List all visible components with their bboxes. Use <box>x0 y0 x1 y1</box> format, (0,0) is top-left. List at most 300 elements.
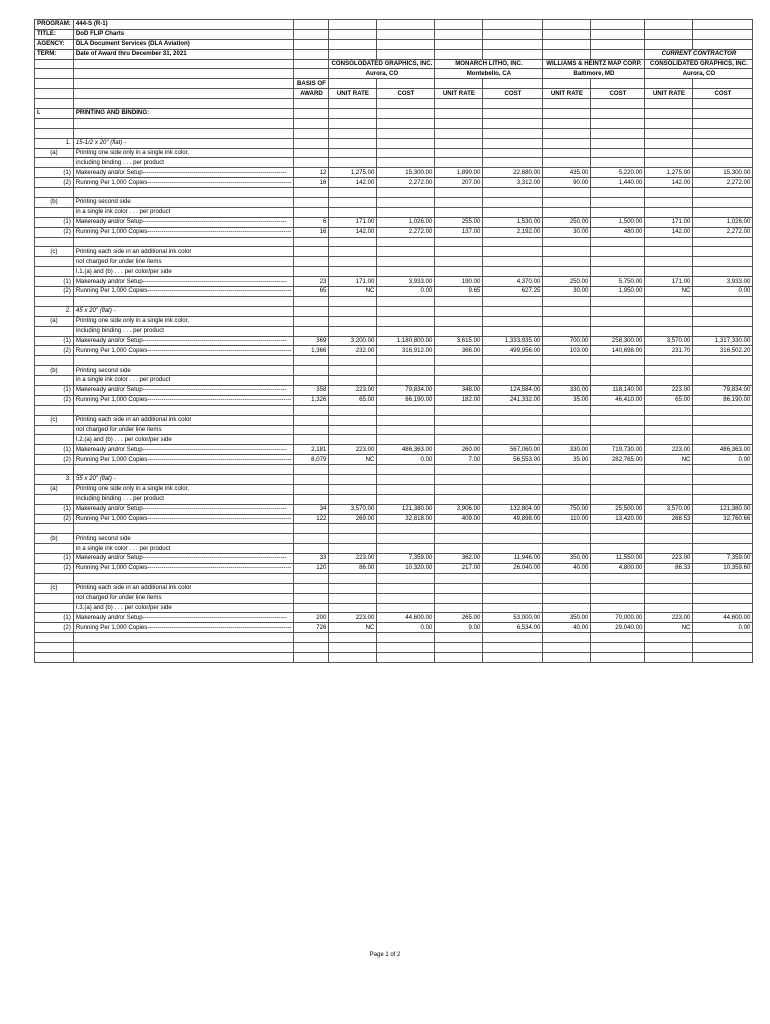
cost-value: 0.00 <box>377 623 435 633</box>
empty-cell <box>483 267 543 277</box>
row-label-number: (2) <box>35 455 74 465</box>
empty-cell <box>73 296 294 306</box>
empty-cell <box>693 356 753 366</box>
empty-cell <box>35 296 74 306</box>
line-item-label: Makeready and/or Setup----------------------------------------------------------------------- <box>73 554 294 564</box>
empty-cell <box>294 643 329 653</box>
empty-cell <box>329 425 377 435</box>
empty-cell <box>435 465 483 475</box>
empty-cell <box>543 583 591 593</box>
unit-rate-value: 3,200.00 <box>329 336 377 346</box>
cost-value: 1,440.00 <box>591 178 645 188</box>
empty-cell <box>645 128 693 138</box>
empty-cell <box>591 128 645 138</box>
row-label-number: (2) <box>35 346 74 356</box>
cost-value: 22,680.00 <box>483 168 543 178</box>
empty-cell <box>483 653 543 663</box>
empty-cell <box>377 316 435 326</box>
empty-cell <box>435 494 483 504</box>
line-item-label: Running Per 1,000 Copies----------------------------------------------------------------------- <box>73 395 294 405</box>
unit-rate-value: 223.00 <box>645 613 693 623</box>
empty-cell <box>693 316 753 326</box>
empty-cell <box>377 376 435 386</box>
group-letter: (c) <box>35 583 74 593</box>
unit-rate-value: 171.00 <box>329 277 377 287</box>
basis-of-award: 6 <box>294 217 329 227</box>
line-item-label: Makeready and/or Setup----------------------------------------------------------------------- <box>73 168 294 178</box>
empty-cell <box>435 593 483 603</box>
empty-cell <box>543 306 591 316</box>
unit-rate-value: 171.00 <box>645 277 693 287</box>
group-description: not charged for under line items <box>73 425 294 435</box>
empty-cell <box>543 465 591 475</box>
empty-cell <box>377 118 435 128</box>
line-item-label: Running Per 1,000 Copies----------------------------------------------------------------------- <box>73 623 294 633</box>
empty-cell <box>329 474 377 484</box>
group-description: Printing second side <box>73 198 294 208</box>
basis-of-award: 120 <box>294 563 329 573</box>
empty-cell <box>294 603 329 613</box>
empty-cell <box>693 257 753 267</box>
table-row <box>35 425 753 435</box>
unit-rate-value: 1,275.00 <box>329 168 377 178</box>
empty-cell <box>645 366 693 376</box>
cost-value: 0.00 <box>693 623 753 633</box>
empty-cell <box>693 158 753 168</box>
empty-cell <box>591 158 645 168</box>
cost-value: 79,834.00 <box>693 385 753 395</box>
empty-cell <box>645 326 693 336</box>
empty-cell <box>645 356 693 366</box>
empty-cell <box>73 99 294 109</box>
empty-cell <box>377 524 435 534</box>
empty-cell <box>483 484 543 494</box>
line-item-label: Running Per 1,000 Copies----------------------------------------------------------------------- <box>73 346 294 356</box>
unit-rate-value: 223.00 <box>645 554 693 564</box>
group-letter <box>35 435 74 445</box>
empty-cell <box>645 405 693 415</box>
empty-cell <box>543 109 591 119</box>
empty-cell <box>645 118 693 128</box>
table-row <box>35 573 753 583</box>
basis-of-award: 726 <box>294 623 329 633</box>
empty-cell <box>377 158 435 168</box>
cost-value: 11,550.00 <box>591 554 645 564</box>
empty-cell <box>543 573 591 583</box>
cost-value: 3,312.00 <box>483 178 543 188</box>
table-row <box>35 435 753 445</box>
empty-cell <box>591 118 645 128</box>
empty-cell <box>591 99 645 109</box>
cost-value: 316,912.00 <box>377 346 435 356</box>
cost-value: 1,950.00 <box>591 287 645 297</box>
unit-rate-value: 366.00 <box>435 346 483 356</box>
line-item-label: Makeready and/or Setup----------------------------------------------------------------------- <box>73 504 294 514</box>
table-row <box>35 514 753 524</box>
cost-value: 480.00 <box>591 227 645 237</box>
cost-value: 3,933.00 <box>377 277 435 287</box>
unit-rate-value: 86.33 <box>645 563 693 573</box>
line-item-label: Makeready and/or Setup----------------------------------------------------------------------- <box>73 217 294 227</box>
empty-cell <box>329 148 377 158</box>
table-row <box>35 653 753 663</box>
empty-cell <box>591 376 645 386</box>
empty-cell <box>435 366 483 376</box>
empty-cell <box>645 465 693 475</box>
group-letter <box>35 603 74 613</box>
vendor-3-location: Baltimore, MD <box>543 69 645 79</box>
empty-cell <box>435 603 483 613</box>
unit-rate-value: 142.00 <box>329 178 377 188</box>
empty-cell <box>645 296 693 306</box>
unit-rate-value: 182.00 <box>435 395 483 405</box>
item-number: 1. <box>35 138 74 148</box>
empty-cell <box>329 366 377 376</box>
unit-rate-value: 65.00 <box>645 395 693 405</box>
empty-cell <box>645 474 693 484</box>
empty-cell <box>645 306 693 316</box>
empty-cell <box>483 247 543 257</box>
empty-cell <box>294 207 329 217</box>
empty-cell <box>329 158 377 168</box>
empty-cell <box>543 603 591 613</box>
empty-cell <box>377 267 435 277</box>
empty-cell <box>591 306 645 316</box>
page-footer: Page 1 of 2 <box>369 952 401 958</box>
empty-cell <box>377 148 435 158</box>
group-letter <box>35 425 74 435</box>
basis-header-line1: BASIS OF <box>294 79 329 89</box>
empty-cell <box>435 484 483 494</box>
cost-value: 0.00 <box>377 287 435 297</box>
empty-cell <box>377 474 435 484</box>
group-letter: (a) <box>35 148 74 158</box>
unit-rate-value: 700.00 <box>543 336 591 346</box>
empty-cell <box>35 237 74 247</box>
empty-cell <box>543 198 591 208</box>
empty-cell <box>377 603 435 613</box>
empty-cell <box>483 188 543 198</box>
empty-cell <box>435 128 483 138</box>
empty-cell <box>377 99 435 109</box>
empty-cell <box>329 138 377 148</box>
table-row <box>35 583 753 593</box>
empty-cell <box>377 653 435 663</box>
cost-value: 70,000.00 <box>591 613 645 623</box>
group-description: including binding . . . per product <box>73 494 294 504</box>
row-label-number: (1) <box>35 168 74 178</box>
row-label-number: (2) <box>35 514 74 524</box>
group-letter <box>35 494 74 504</box>
empty-cell <box>35 633 74 643</box>
empty-cell <box>543 474 591 484</box>
term-value: Date of Award thru December 31, 2021 <box>73 49 294 59</box>
empty-cell <box>483 118 543 128</box>
empty-cell <box>294 158 329 168</box>
group-description: in a single ink color . . . per product <box>73 544 294 554</box>
cost-value: 49,898.00 <box>483 514 543 524</box>
empty-cell <box>329 109 377 119</box>
unit-rate-value: 362.00 <box>435 554 483 564</box>
empty-cell <box>294 474 329 484</box>
empty-cell <box>543 158 591 168</box>
empty-cell <box>435 474 483 484</box>
unit-rate-value: 223.00 <box>645 385 693 395</box>
unit-rate-value: 3,570.00 <box>645 336 693 346</box>
group-description: I.3.(a) and (b) . . . per color/per side <box>73 603 294 613</box>
empty-cell <box>377 465 435 475</box>
empty-cell <box>377 633 435 643</box>
table-row <box>35 494 753 504</box>
empty-cell <box>591 198 645 208</box>
empty-cell <box>543 366 591 376</box>
basis-of-award: 33 <box>294 554 329 564</box>
empty-cell <box>645 198 693 208</box>
cost-value: 26,040.00 <box>483 563 543 573</box>
empty-cell <box>377 356 435 366</box>
empty-cell <box>591 603 645 613</box>
empty-cell <box>435 158 483 168</box>
empty-cell <box>73 465 294 475</box>
empty-cell <box>693 544 753 554</box>
empty-cell <box>435 405 483 415</box>
empty-cell <box>377 593 435 603</box>
empty-cell <box>294 128 329 138</box>
empty-cell <box>294 633 329 643</box>
empty-cell <box>483 603 543 613</box>
group-description: Printing second side <box>73 366 294 376</box>
unit-rate-value: 348.00 <box>435 385 483 395</box>
empty-cell <box>35 524 74 534</box>
empty-cell <box>329 484 377 494</box>
vendor-1-location: Aurora, CO <box>329 69 435 79</box>
row-label-number: (2) <box>35 178 74 188</box>
empty-cell <box>693 267 753 277</box>
empty-cell <box>73 356 294 366</box>
empty-cell <box>543 593 591 603</box>
agency-label: AGENCY: <box>35 39 74 49</box>
empty-cell <box>645 425 693 435</box>
empty-cell <box>543 633 591 643</box>
empty-cell <box>329 524 377 534</box>
table-row <box>35 445 753 455</box>
unit-rate-value: 65.00 <box>329 395 377 405</box>
empty-cell <box>435 188 483 198</box>
empty-cell <box>591 484 645 494</box>
empty-cell <box>435 247 483 257</box>
empty-cell <box>591 316 645 326</box>
empty-cell <box>483 198 543 208</box>
empty-cell <box>693 474 753 484</box>
empty-cell <box>35 99 74 109</box>
table-row <box>35 395 753 405</box>
table-row <box>35 643 753 653</box>
table-row <box>35 118 753 128</box>
empty-cell <box>645 415 693 425</box>
empty-cell <box>73 643 294 653</box>
empty-cell <box>483 376 543 386</box>
vendor-4-name: CONSOLIDATED GRAPHICS, INC. <box>645 59 753 69</box>
empty-cell <box>645 534 693 544</box>
empty-cell <box>483 425 543 435</box>
empty-cell <box>294 109 329 119</box>
cost-value: 241,332.00 <box>483 395 543 405</box>
group-letter: (a) <box>35 484 74 494</box>
unit-rate-value: 217.00 <box>435 563 483 573</box>
empty-cell <box>294 366 329 376</box>
unit-rate-value: 268.53 <box>645 514 693 524</box>
vendor-4-location: Aurora, CO <box>645 69 753 79</box>
group-description: Printing each side in an additional ink color <box>73 583 294 593</box>
empty-cell <box>294 376 329 386</box>
empty-cell <box>329 356 377 366</box>
empty-cell <box>483 356 543 366</box>
cost-value: 4,370.00 <box>483 277 543 287</box>
empty-cell <box>591 267 645 277</box>
empty-cell <box>294 484 329 494</box>
table-row <box>35 356 753 366</box>
empty-cell <box>645 583 693 593</box>
unit-rate-value: NC <box>329 287 377 297</box>
unit-rate-value: 3,615.00 <box>435 336 483 346</box>
empty-cell <box>377 109 435 119</box>
empty-cell <box>483 138 543 148</box>
empty-cell <box>591 109 645 119</box>
cost-value: 1,500.00 <box>591 217 645 227</box>
empty-cell <box>645 148 693 158</box>
empty-cell <box>645 653 693 663</box>
row-label-number: (2) <box>35 623 74 633</box>
cost-value: 124,584.00 <box>483 385 543 395</box>
empty-cell <box>435 198 483 208</box>
empty-cell <box>591 474 645 484</box>
group-description: Printing one side only in a single ink color, <box>73 484 294 494</box>
cost-value: 5,220.00 <box>591 168 645 178</box>
table-row <box>35 99 753 109</box>
unit-rate-value: 330.00 <box>543 445 591 455</box>
empty-cell <box>483 148 543 158</box>
empty-cell <box>591 425 645 435</box>
unit-rate-value: 137.00 <box>435 227 483 237</box>
group-letter <box>35 257 74 267</box>
unit-rate-value: 30.00 <box>543 227 591 237</box>
empty-cell <box>543 484 591 494</box>
empty-cell <box>329 207 377 217</box>
unit-rate-value: 223.00 <box>329 385 377 395</box>
unit-rate-header: UNIT RATE <box>329 89 377 99</box>
unit-rate-value: 142.00 <box>645 227 693 237</box>
empty-cell <box>543 534 591 544</box>
table-row <box>35 484 753 494</box>
empty-cell <box>543 267 591 277</box>
empty-cell <box>73 573 294 583</box>
table-row <box>35 227 753 237</box>
group-letter <box>35 593 74 603</box>
empty-cell <box>591 643 645 653</box>
empty-cell <box>329 603 377 613</box>
empty-cell <box>693 435 753 445</box>
empty-cell <box>329 643 377 653</box>
empty-cell <box>329 316 377 326</box>
empty-cell <box>543 405 591 415</box>
empty-cell <box>435 583 483 593</box>
line-item-label: Running Per 1,000 Copies----------------------------------------------------------------------- <box>73 455 294 465</box>
empty-cell <box>645 109 693 119</box>
table-row <box>35 296 753 306</box>
basis-of-award: 200 <box>294 613 329 623</box>
cost-value: 10,320.00 <box>377 563 435 573</box>
empty-cell <box>294 435 329 445</box>
empty-cell <box>591 465 645 475</box>
empty-cell <box>329 583 377 593</box>
empty-cell <box>377 188 435 198</box>
unit-rate-value: NC <box>329 623 377 633</box>
unit-rate-value: 223.00 <box>329 554 377 564</box>
empty-cell <box>435 425 483 435</box>
empty-cell <box>543 494 591 504</box>
unit-rate-value: 223.00 <box>329 613 377 623</box>
empty-cell <box>294 306 329 316</box>
table-row <box>35 613 753 623</box>
empty-cell <box>645 158 693 168</box>
empty-cell <box>483 316 543 326</box>
empty-cell <box>435 207 483 217</box>
table-row <box>35 237 753 247</box>
unit-rate-value: 35.00 <box>543 455 591 465</box>
empty-cell <box>693 296 753 306</box>
empty-cell <box>329 415 377 425</box>
empty-cell <box>591 188 645 198</box>
empty-cell <box>543 138 591 148</box>
cost-value: 46,410.00 <box>591 395 645 405</box>
empty-cell <box>591 366 645 376</box>
empty-cell <box>693 207 753 217</box>
empty-cell <box>591 593 645 603</box>
cost-value: 486,363.00 <box>377 445 435 455</box>
empty-cell <box>591 247 645 257</box>
current-contractor-label: CURRENT CONTRACTOR <box>645 49 753 59</box>
empty-cell <box>329 494 377 504</box>
basis-header-line2: AWARD <box>294 89 329 99</box>
empty-cell <box>543 376 591 386</box>
unit-rate-value: 40.00 <box>543 623 591 633</box>
empty-cell <box>377 643 435 653</box>
group-description: I.1.(a) and (b) . . . per color/per side <box>73 267 294 277</box>
empty-cell <box>543 296 591 306</box>
empty-cell <box>543 148 591 158</box>
unit-rate-value: 171.00 <box>645 217 693 227</box>
empty-cell <box>435 316 483 326</box>
program-label: PROGRAM: <box>35 20 74 30</box>
unit-rate-value: 265.00 <box>435 613 483 623</box>
empty-cell <box>73 653 294 663</box>
unit-rate-value: 207.00 <box>435 178 483 188</box>
table-row <box>35 603 753 613</box>
cost-value: 29,040.00 <box>591 623 645 633</box>
empty-cell <box>693 534 753 544</box>
cost-value: 0.00 <box>377 455 435 465</box>
row-label-number: (1) <box>35 277 74 287</box>
empty-cell <box>294 573 329 583</box>
table-row <box>35 158 753 168</box>
empty-cell <box>543 118 591 128</box>
empty-cell <box>645 138 693 148</box>
empty-cell <box>329 405 377 415</box>
empty-cell <box>377 306 435 316</box>
cost-value: 7,359.00 <box>377 554 435 564</box>
empty-cell <box>73 128 294 138</box>
empty-cell <box>543 356 591 366</box>
